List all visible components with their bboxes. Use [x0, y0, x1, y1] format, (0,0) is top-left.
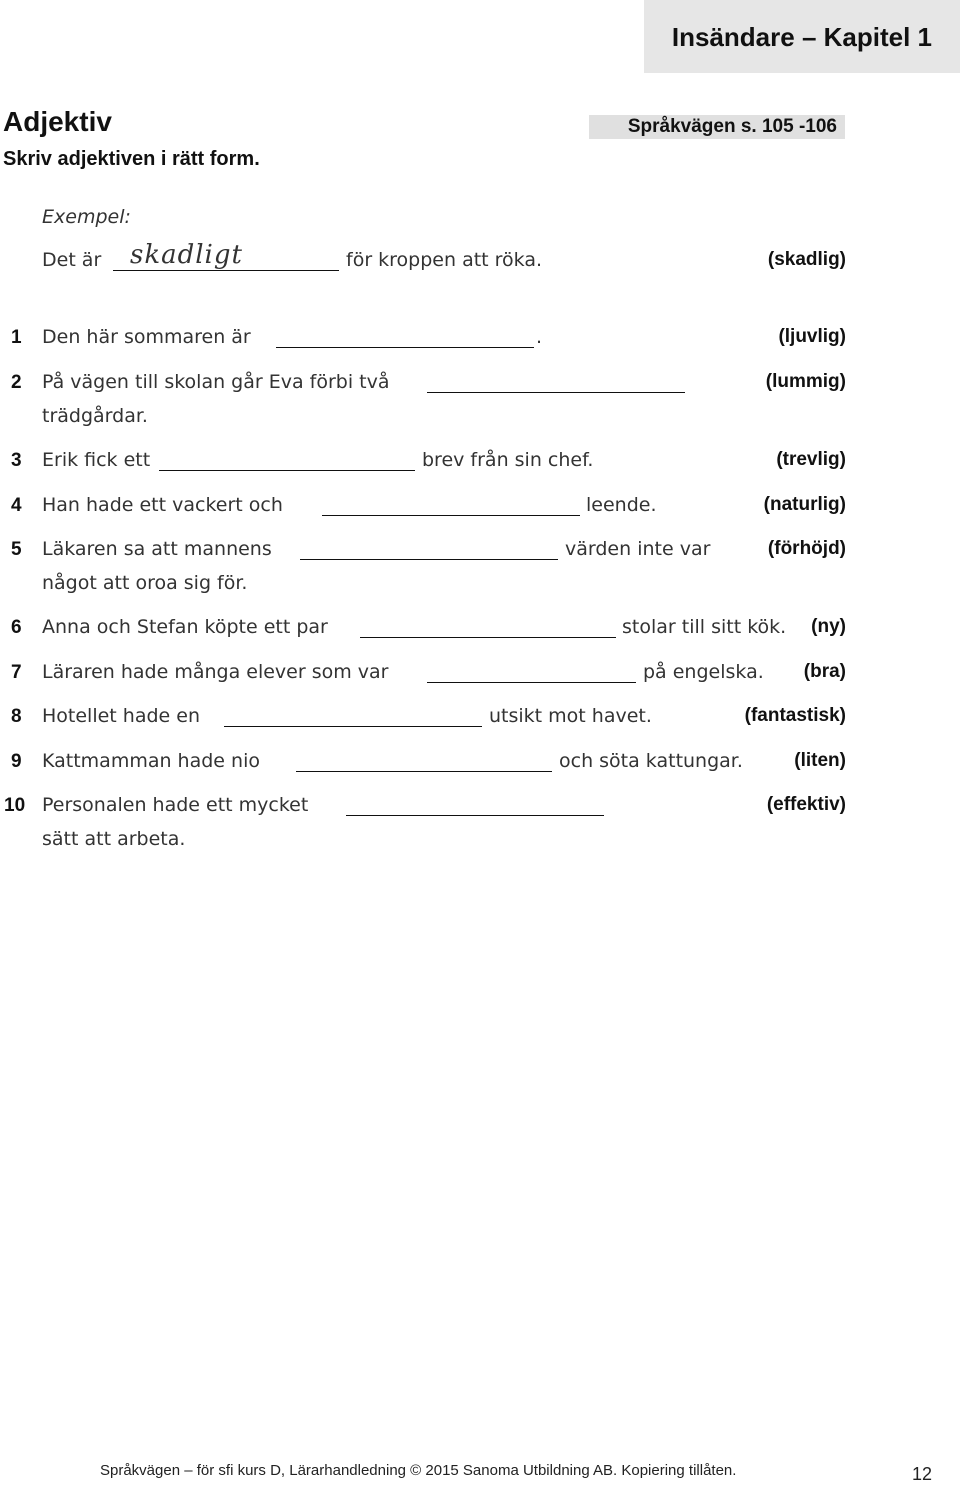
answer-line[interactable]	[276, 347, 534, 348]
example-answer-line	[113, 270, 339, 271]
item-hint: (effektiv)	[766, 794, 846, 815]
item-hint: (fantastisk)	[744, 705, 846, 726]
item-hint: (förhöjd)	[767, 538, 846, 559]
item-text: På vägen till skolan går Eva förbi två	[42, 371, 390, 393]
answer-line[interactable]	[346, 815, 604, 816]
item-text: Erik fick ett	[42, 449, 151, 471]
answer-line[interactable]	[296, 771, 552, 772]
item-number: 8	[11, 706, 22, 727]
book-reference	[589, 115, 845, 139]
section-title: Adjektiv	[3, 106, 112, 137]
page-number: 12	[912, 1464, 933, 1484]
answer-line[interactable]	[427, 392, 685, 393]
item-number: 6	[11, 617, 22, 638]
footer-text: Språkvägen – för sfi kurs D, Lärarhandledning © 2015 Sanoma Utbildning AB. Kopiering tillåten.	[100, 1462, 737, 1479]
item-text-after: på engelska.	[643, 661, 764, 683]
answer-line[interactable]	[360, 637, 616, 638]
item-number: 9	[11, 751, 22, 772]
instruction: Skriv adjektiven i rätt form.	[3, 148, 260, 170]
item-text: Läkaren sa att mannens	[42, 538, 272, 560]
answer-line[interactable]	[224, 726, 482, 727]
item-text: Hotellet hade en	[42, 705, 200, 727]
item-number: 5	[11, 539, 22, 560]
item-text-after: .	[536, 326, 543, 348]
item-hint: (liten)	[794, 750, 846, 771]
item-hint: (ljuvlig)	[778, 326, 846, 347]
item-text: Han hade ett vackert och	[42, 494, 283, 516]
item-text-after: leende.	[586, 494, 657, 516]
item-text: Kattmamman hade nio	[42, 750, 260, 772]
item-text: Den här sommaren är	[42, 326, 251, 348]
item-number: 1	[11, 327, 22, 348]
item-text-after: värden inte var	[565, 538, 711, 560]
item-text-after: utsikt mot havet.	[489, 705, 652, 727]
item-number: 3	[11, 450, 22, 471]
item-hint: (naturlig)	[763, 494, 846, 515]
item-hint: (ny)	[811, 616, 846, 637]
item-number: 7	[11, 662, 22, 683]
answer-line[interactable]	[322, 515, 580, 516]
item-text: Personalen hade ett mycket	[42, 794, 309, 816]
header-box	[644, 0, 960, 73]
example-after: för kroppen att röka.	[346, 249, 543, 271]
example-hint: (skadlig)	[767, 249, 846, 270]
answer-line[interactable]	[427, 682, 636, 683]
item-number: 4	[11, 495, 22, 516]
item-text: Anna och Stefan köpte ett par	[42, 616, 328, 638]
book-reference-text: Språkvägen s. 105 -106	[627, 116, 837, 137]
item-hint: (trevlig)	[776, 449, 846, 470]
item-hint: (lummig)	[765, 371, 846, 392]
example-before: Det är	[42, 249, 102, 271]
item-text-after: och söta kattungar.	[559, 750, 743, 772]
answer-line[interactable]	[159, 470, 415, 471]
example-label: Exempel:	[42, 206, 131, 228]
item-text-after: brev från sin chef.	[422, 449, 594, 471]
item-text-line2: trädgårdar.	[42, 405, 148, 427]
item-text-after: stolar till sitt kök.	[622, 616, 787, 638]
chapter-title: Insändare – Kapitel 1	[671, 22, 932, 52]
item-number: 10	[4, 795, 26, 816]
example-answer: skadligt	[130, 240, 243, 270]
item-hint: (bra)	[803, 661, 846, 682]
item-text-line2: sätt att arbeta.	[42, 828, 186, 850]
item-text-line2: något att oroa sig för.	[42, 572, 248, 594]
answer-line[interactable]	[300, 559, 558, 560]
item-text: Läraren hade många elever som var	[42, 661, 389, 683]
item-number: 2	[11, 372, 22, 393]
